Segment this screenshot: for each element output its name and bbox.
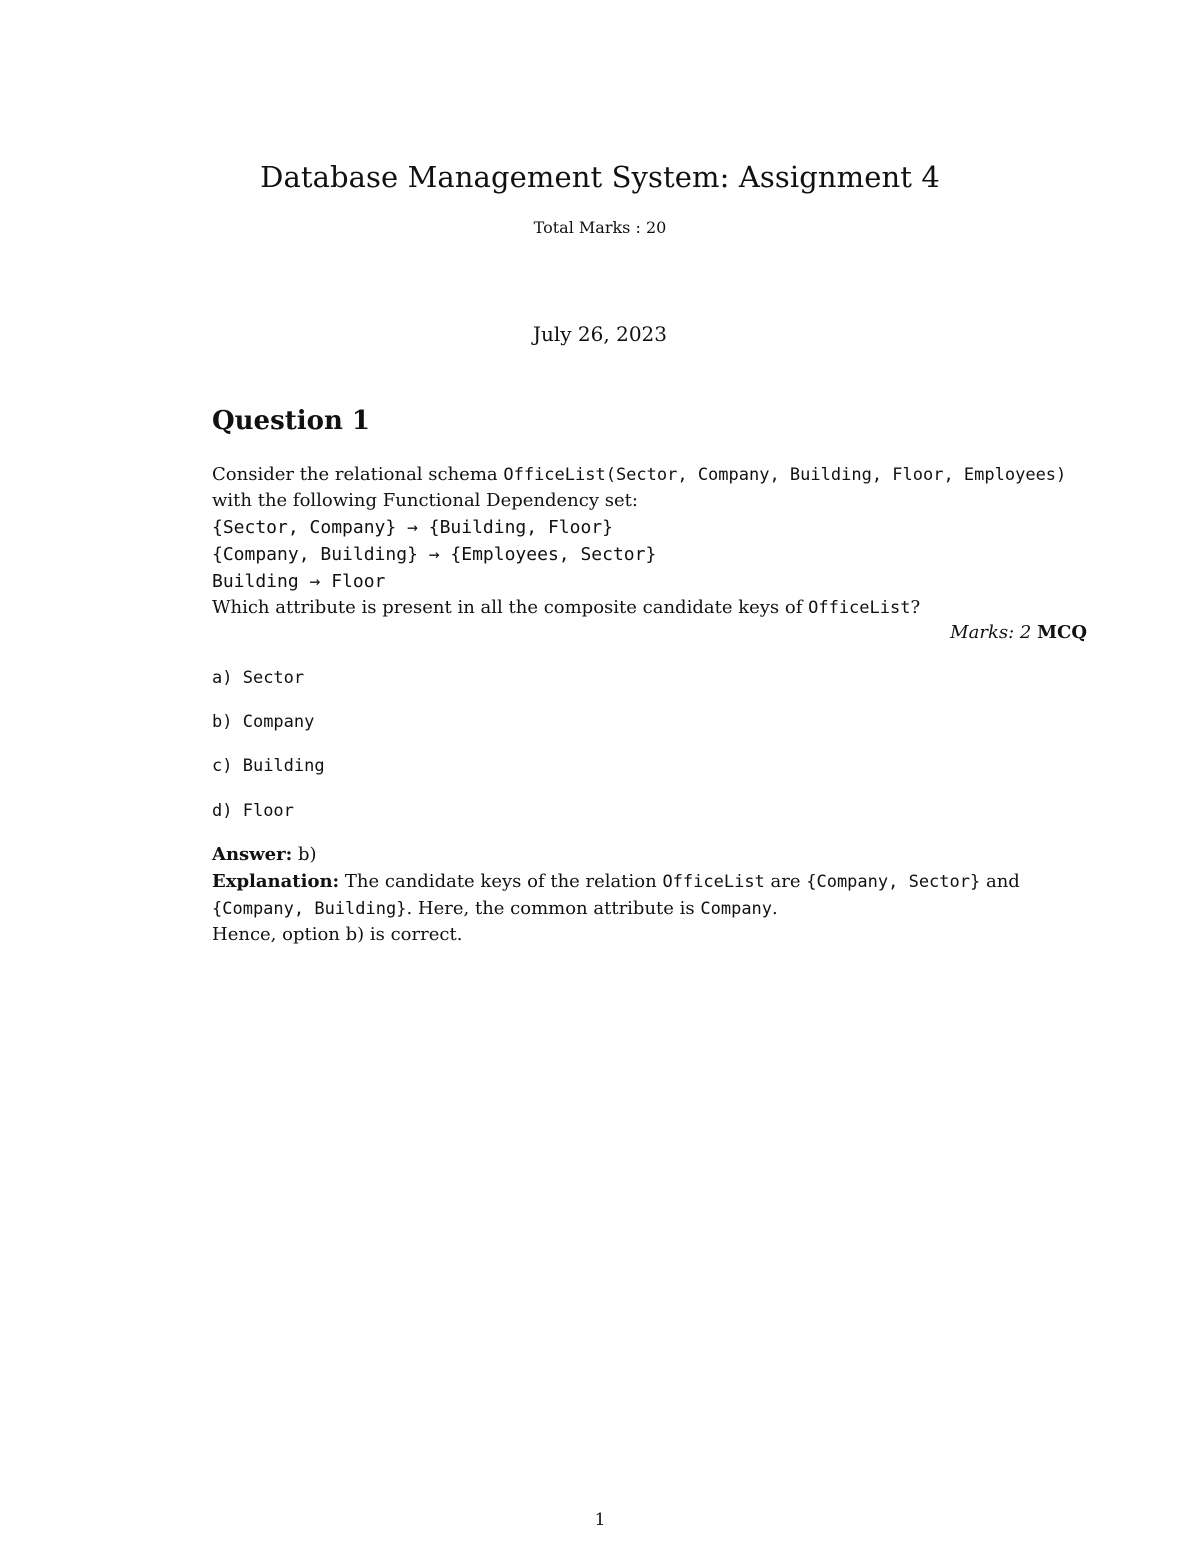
option-value: Company (242, 712, 315, 732)
common-attribute: Company (700, 899, 773, 919)
marks-info (950, 620, 1087, 646)
explanation-line-1 (212, 869, 1020, 895)
explanation-label: Explanation: (212, 871, 340, 892)
functional-dependency-2: {Company, Building} → {Employees, Sector} (212, 544, 657, 565)
option-value: Floor (242, 801, 294, 821)
prompt-text: Which attribute is present in all the composite candidate keys of (212, 597, 809, 618)
marks-label: Marks: 2 (950, 622, 1032, 643)
question-heading: Question 1 (212, 406, 371, 436)
explanation-text: The candidate keys of the relation (339, 871, 663, 892)
option-label: a) (212, 668, 243, 688)
option-label: b) (212, 712, 243, 732)
option-b (212, 710, 314, 734)
explanation-text: . (772, 898, 778, 919)
option-value: Sector (242, 668, 305, 688)
question-prompt (212, 595, 920, 621)
option-c (212, 754, 325, 778)
explanation-line-2 (212, 896, 778, 922)
document-date: July 26, 2023 (532, 322, 667, 346)
question-schema-line (212, 462, 1066, 488)
option-a (212, 666, 304, 690)
functional-dependency-1: {Sector, Company} → {Building, Floor} (212, 517, 613, 538)
answer-value: b) (292, 844, 317, 865)
question-intro-text: Consider the relational schema (212, 464, 504, 485)
candidate-key-1: {Company, Sector} (806, 872, 981, 892)
total-marks: Total Marks : 20 (533, 218, 667, 237)
document-title: Database Management System: Assignment 4 (260, 160, 940, 194)
relation-schema: OfficeList(Sector, Company, Building, Floor, Employees) (503, 465, 1067, 485)
prompt-end: ? (910, 597, 921, 618)
candidate-key-2: {Company, Building} (212, 899, 407, 919)
answer-conclusion: Hence, option b) is correct. (212, 924, 463, 945)
functional-dependency-3: Building → Floor (212, 571, 386, 592)
page-number: 1 (594, 1510, 606, 1530)
explanation-text: and (980, 871, 1020, 892)
prompt-relation: OfficeList (808, 598, 911, 618)
option-label: d) (212, 801, 243, 821)
option-label: c) (212, 756, 243, 776)
explanation-text: are (764, 871, 807, 892)
fd-intro: with the following Functional Dependency set: (212, 490, 638, 511)
answer-line (212, 842, 317, 868)
explanation-relation: OfficeList (662, 872, 765, 892)
explanation-text: . Here, the common attribute is (406, 898, 701, 919)
option-d (212, 799, 294, 823)
marks-type: MCQ (1037, 622, 1087, 643)
answer-label: Answer: (212, 844, 293, 865)
option-value: Building (242, 756, 325, 776)
